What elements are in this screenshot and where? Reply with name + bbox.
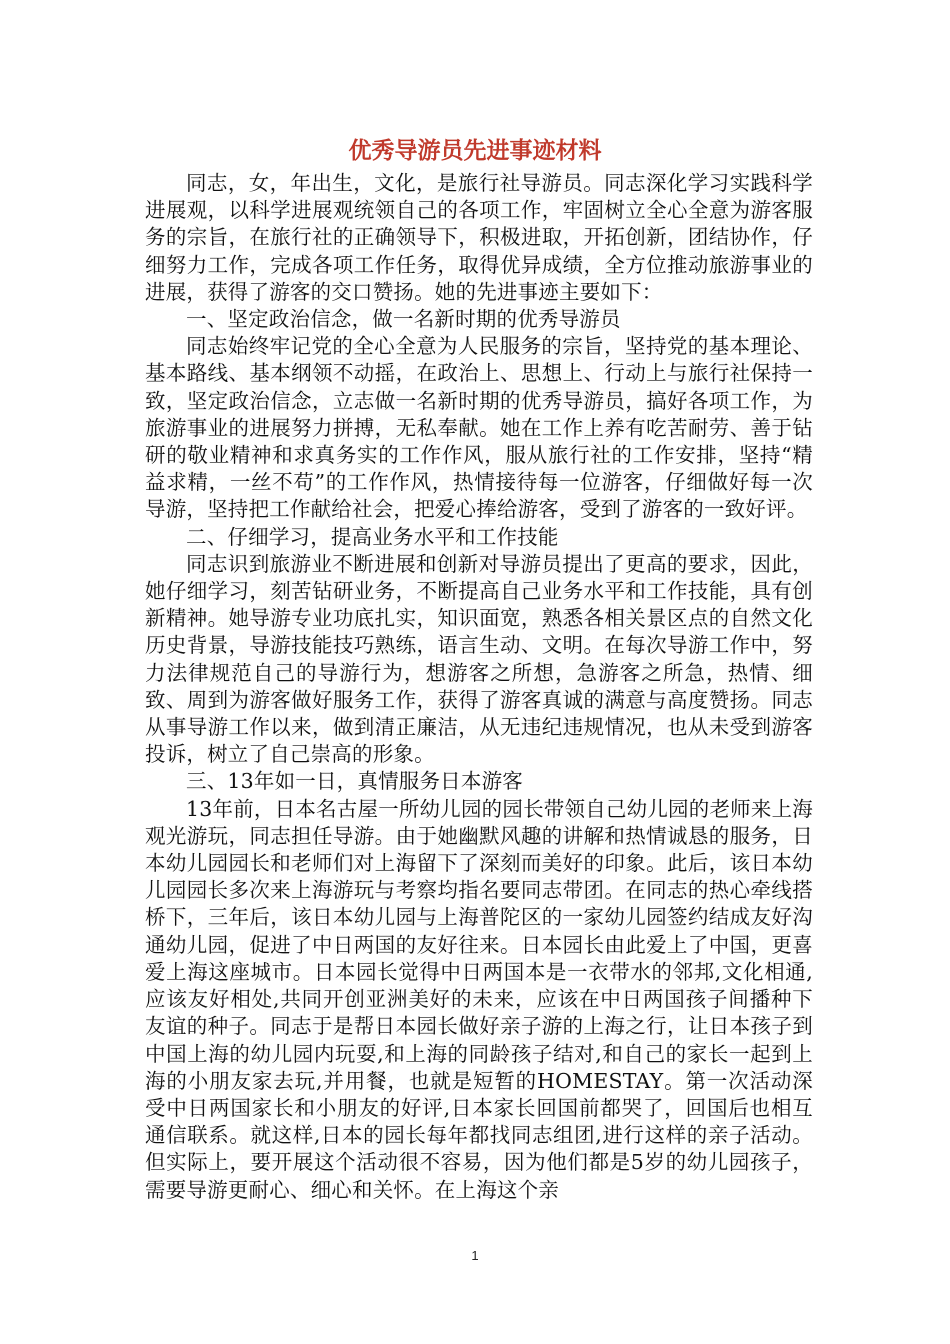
section-heading-3: 三、13年如一日，真情服务日本游客 (186, 769, 523, 794)
document-title: 优秀导游员先进事迹材料 (348, 137, 602, 164)
paragraph-intro: 同志，女，年出生，文化，是旅行社导游员。同志深化学习实践科学进展观，以科学进展观统领自己的各项工作，牢固树立全心全意为游客服务的宗旨，在旅行社的正确领导下，积极进取，开拓创新，团结协作，仔细努力工作，完成各项工作任务，取得优异成绩，全方位推动旅游事业的进展，获得了游客的交口赞扬。她的先进事迹主要如下： (145, 171, 813, 304)
paragraph-section-1: 同志始终牢记党的全心全意为人民服务的宗旨，坚持党的基本理论、基本路线、基本纲领不动摇，在政治上、思想上、行动上与旅行社保持一致，坚定政治信念，立志做一名新时期的优秀导游员，搞好各项工作，为旅游事业的进展努力拼搏，无私奉献。她在工作上养有吃苦耐劳、善于钻研的敬业精神和求真务实的工作作风，服从旅行社的工作安排，坚持“精益求精，一丝不苟”的工作作风，热情接待每一位游客，仔细做好每一次导游，坚持把工作献给社会，把爱心捧给游客，受到了游客的一致好评。 (145, 334, 813, 522)
paragraph-section-3: 13年前，日本名古屋一所幼儿园的园长带领自己幼儿园的老师来上海观光游玩，同志担任导游。由于她幽默风趣的讲解和热情诚恳的服务，日本幼儿园园长和老师们对上海留下了深刻而美好的印象。此后，该日本幼儿园园长多次来上海游玩与考察均指名要同志带团。在同志的热心牵线搭桥下，三年后，该日本幼儿园与上海普陀区的一家幼儿园签约结成友好沟通幼儿园，促进了中日两国的友好往来。日本园长由此爱上了中国，更喜爱上海这座城市。日本园长觉得中日两国本是一衣带水的邻邦,文化相通,应该友好相处,共同开创亚洲美好的未来，应该在中日两国孩子间播种下友谊的种子。同志于是帮日本园长做好亲子游的上海之行，让日本孩子到中国上海的幼儿园内玩耍,和上海的同龄孩子结对,和自己的家长一起到上海的小朋友家去玩,并用餐，也就是短暂的HOMESTAY。第一次活动深受中日两国家长和小朋友的好评,日本家长回国前都哭了，回国后也相互通信联系。就这样,日本的园长每年都找同志组团,进行这样的亲子活动。但实际上，要开展这个活动很不容易，因为他们都是5岁的幼儿园孩子，需要导游更耐心、细心和关怀。在上海这个亲 (145, 796, 813, 1202)
page-number: 1 (471, 1248, 479, 1263)
document-body (145, 170, 813, 1204)
paragraph-section-2: 同志识到旅游业不断进展和创新对导游员提出了更高的要求，因此，她仔细学习，刻苦钻研业务，不断提高自己业务水平和工作技能，具有创新精神。她导游专业功底扎实，知识面宽，熟悉各相关景区点的自然文化历史背景，导游技能技巧熟练，语言生动、文明。在每次导游工作中，努力法律规范自己的导游行为，想游客之所想，急游客之所急，热情、细致、周到为游客做好服务工作，获得了游客真诚的满意与高度赞扬。同志从事导游工作以来，做到清正廉洁，从无违纪违规情况，也从未受到游客投诉，树立了自己崇高的形象。 (145, 551, 813, 767)
section-heading-2: 二、仔细学习，提高业务水平和工作技能 (186, 524, 559, 549)
section-heading-1: 一、坚定政治信念，做一名新时期的优秀导游员 (186, 307, 621, 332)
